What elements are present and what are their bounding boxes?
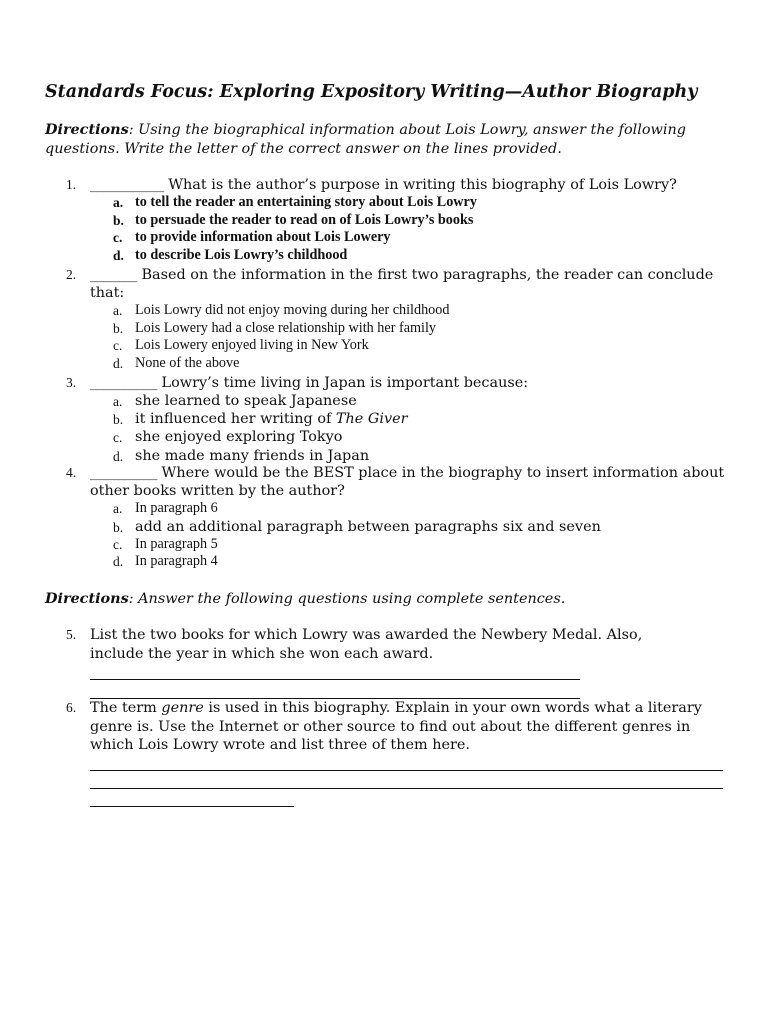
- question-prompt: Where would be the BEST place in the biography to insert information about other books written by the author?: [90, 465, 725, 499]
- option-letter: d.: [113, 247, 124, 263]
- option-letter: b.: [113, 519, 124, 535]
- option-letter: c.: [113, 536, 123, 552]
- option-c: [90, 337, 730, 355]
- option-text: she enjoyed exploring Tokyo: [135, 429, 343, 446]
- option-text: Lois Lowery had a close relationship with her family: [135, 319, 437, 336]
- worksheet-title: Standards Focus: Exploring Expository Writing—Author Biography: [45, 82, 698, 102]
- question-text: [90, 464, 730, 500]
- directions-short-answer: [45, 590, 735, 609]
- option-letter: b.: [113, 412, 124, 428]
- option-text: she made many friends in Japan: [135, 447, 370, 464]
- question-text-after: is used in this biography. Explain in your own words what a literary genre is. Use the Internet or other source to find out about the different genres in which Lois Lowry wrote and list three of them here.: [90, 700, 702, 753]
- question-text-before: The term: [90, 700, 162, 716]
- option-d: [90, 247, 730, 265]
- option-text: None of the above: [135, 354, 240, 371]
- option-text: to persuade the reader to read on of Lois Lowry’s books: [135, 211, 474, 228]
- option-text: it influenced her writing of: [135, 411, 336, 428]
- answer-blank[interactable]: ___________: [90, 177, 164, 193]
- option-text: In paragraph 4: [135, 553, 218, 570]
- options-list: [90, 500, 730, 571]
- answer-blank[interactable]: __________: [90, 375, 157, 391]
- option-a: [90, 392, 730, 410]
- option-letter: d.: [113, 448, 124, 464]
- option-text: to describe Lois Lowry’s childhood: [135, 246, 348, 263]
- option-letter: b.: [113, 320, 124, 336]
- question-prompt: Based on the information in the first two paragraphs, the reader can conclude that:: [90, 267, 714, 301]
- option-letter: d.: [113, 355, 124, 371]
- option-letter: d.: [113, 554, 124, 570]
- options-list: [90, 392, 730, 465]
- directions-multiple-choice: [45, 121, 735, 158]
- option-c: [90, 536, 730, 554]
- option-letter: a.: [113, 195, 124, 210]
- option-letter: b.: [113, 212, 124, 228]
- term-genre: genre: [161, 700, 204, 716]
- option-d: [90, 447, 730, 465]
- option-b: [90, 410, 730, 428]
- question-number: 2.: [66, 267, 77, 282]
- option-a: [90, 302, 730, 320]
- option-a: [90, 194, 730, 212]
- option-letter: c.: [113, 430, 123, 446]
- options-list: [90, 194, 730, 264]
- directions-lead: Directions: [45, 121, 129, 138]
- question-prompt: What is the author’s purpose in writing this biography of Lois Lowry?: [163, 177, 677, 193]
- option-b: [90, 320, 730, 338]
- question-text: [90, 176, 730, 194]
- question-5: [66, 626, 690, 664]
- answer-line[interactable]: [90, 806, 294, 807]
- question-number: 5.: [66, 627, 77, 642]
- options-list: [90, 302, 730, 372]
- option-letter: a.: [113, 501, 123, 516]
- answer-blank[interactable]: __________: [90, 465, 157, 481]
- answer-line[interactable]: [90, 679, 580, 680]
- directions-lead: Directions: [45, 590, 129, 607]
- option-text: Lois Lowry did not enjoy moving during her childhood: [135, 302, 450, 318]
- directions-text: : Answer the following questions using complete sentences.: [128, 591, 566, 607]
- question-2: [66, 266, 730, 372]
- option-c: [90, 229, 730, 247]
- question-3: [66, 374, 730, 465]
- question-text: [90, 266, 730, 302]
- option-b: [90, 518, 730, 536]
- book-title: The Giver: [335, 411, 408, 428]
- question-number: 6.: [66, 700, 77, 715]
- question-text: List the two books for which Lowry was awarded the Newbery Medal. Also, include the year in which she won each award.: [90, 627, 643, 662]
- option-letter: a.: [113, 394, 123, 409]
- question-6: [66, 699, 726, 755]
- answer-line[interactable]: [90, 788, 723, 789]
- option-letter: c.: [113, 230, 123, 246]
- option-text: In paragraph 5: [135, 535, 218, 552]
- question-number: 4.: [66, 465, 77, 480]
- question-prompt: Lowry’s time living in Japan is important because:: [156, 375, 529, 391]
- option-d: [90, 355, 730, 373]
- option-c: [90, 428, 730, 446]
- option-text: to provide information about Lois Lowery: [135, 229, 391, 246]
- question-number: 1.: [66, 177, 77, 192]
- answer-blank[interactable]: _______: [90, 267, 137, 283]
- question-1: [66, 176, 730, 264]
- option-letter: c.: [113, 338, 123, 354]
- option-text: she learned to speak Japanese: [135, 393, 357, 409]
- option-text: Lois Lowery enjoyed living in New York: [135, 337, 369, 354]
- option-a: [90, 500, 730, 518]
- option-text: to tell the reader an entertaining story about Lois Lowry: [135, 194, 477, 210]
- answer-line[interactable]: [90, 770, 723, 771]
- option-b: [90, 212, 730, 230]
- question-text: [90, 699, 726, 755]
- option-text: add an additional paragraph between paragraphs six and seven: [135, 518, 601, 535]
- question-number: 3.: [66, 375, 77, 390]
- directions-text: : Using the biographical information about Lois Lowry, answer the following questions. Write the letter of the correct answer on the lines provided.: [45, 122, 686, 157]
- option-d: [90, 553, 730, 571]
- option-text: In paragraph 6: [135, 500, 218, 516]
- option-letter: a.: [113, 303, 123, 318]
- question-text: [90, 374, 730, 392]
- question-4: [66, 464, 730, 571]
